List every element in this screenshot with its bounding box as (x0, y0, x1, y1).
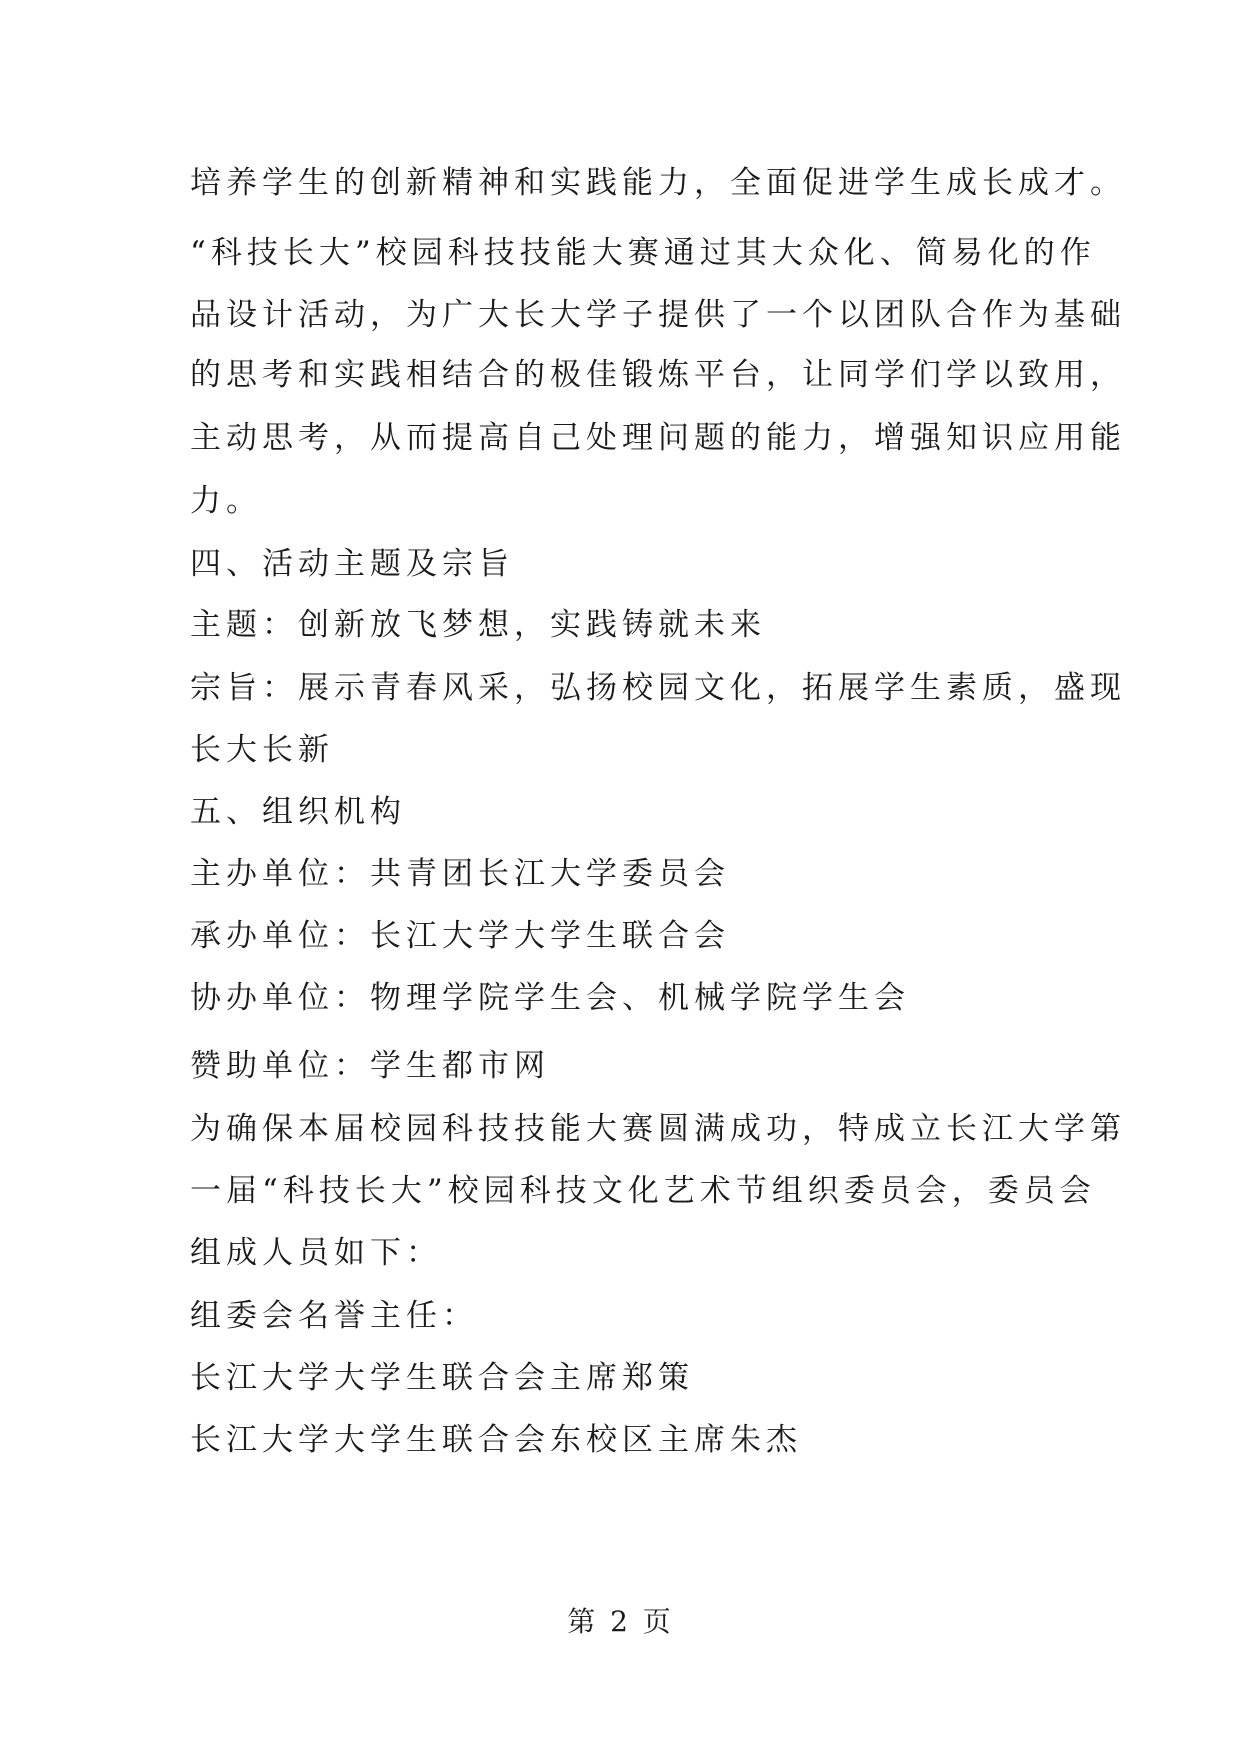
text-line: 长大长新 (190, 732, 334, 768)
page-number: 第 2 页 (567, 1605, 674, 1638)
text-line: 长江大学大学生联合会东校区主席朱杰 (190, 1422, 802, 1458)
text-line: 培养学生的创新精神和实践能力，全面促进学生成长成才。 (190, 165, 1126, 201)
section-heading: 五、组织机构 (190, 794, 406, 830)
section-heading: 四、活动主题及宗旨 (190, 546, 514, 582)
text-line: 协办单位：物理学院学生会、机械学院学生会 (190, 980, 910, 1016)
text-line: 的思考和实践相结合的极佳锻炼平台，让同学们学以致用， (190, 357, 1126, 393)
text-line: 一届“科技长大”校园科技文化艺术节组织委员会，委员会 (190, 1173, 1096, 1209)
text-line: 品设计活动，为广大长大学子提供了一个以团队合作为基础 (190, 297, 1126, 333)
text-line: 宗旨：展示青春风采，弘扬校园文化，拓展学生素质，盛现 (190, 670, 1126, 706)
text-line: 主办单位：共青团长江大学委员会 (190, 856, 730, 892)
text-line: 主题：创新放飞梦想，实践铸就未来 (190, 607, 766, 643)
text-line: 赞助单位：学生都市网 (190, 1048, 550, 1084)
text-line: 力。 (190, 483, 262, 519)
text-line: 承办单位：长江大学大学生联合会 (190, 918, 730, 954)
text-line: “科技长大”校园科技技能大赛通过其大众化、简易化的作 (190, 235, 1096, 271)
text-line: 长江大学大学生联合会主席郑策 (190, 1360, 694, 1396)
text-line: 为确保本届校园科技技能大赛圆满成功，特成立长江大学第 (190, 1111, 1126, 1147)
text-line: 主动思考，从而提高自己处理问题的能力，增强知识应用能 (190, 420, 1126, 456)
text-line: 组委会名誉主任： (190, 1298, 478, 1334)
text-line: 组成人员如下： (190, 1235, 442, 1271)
